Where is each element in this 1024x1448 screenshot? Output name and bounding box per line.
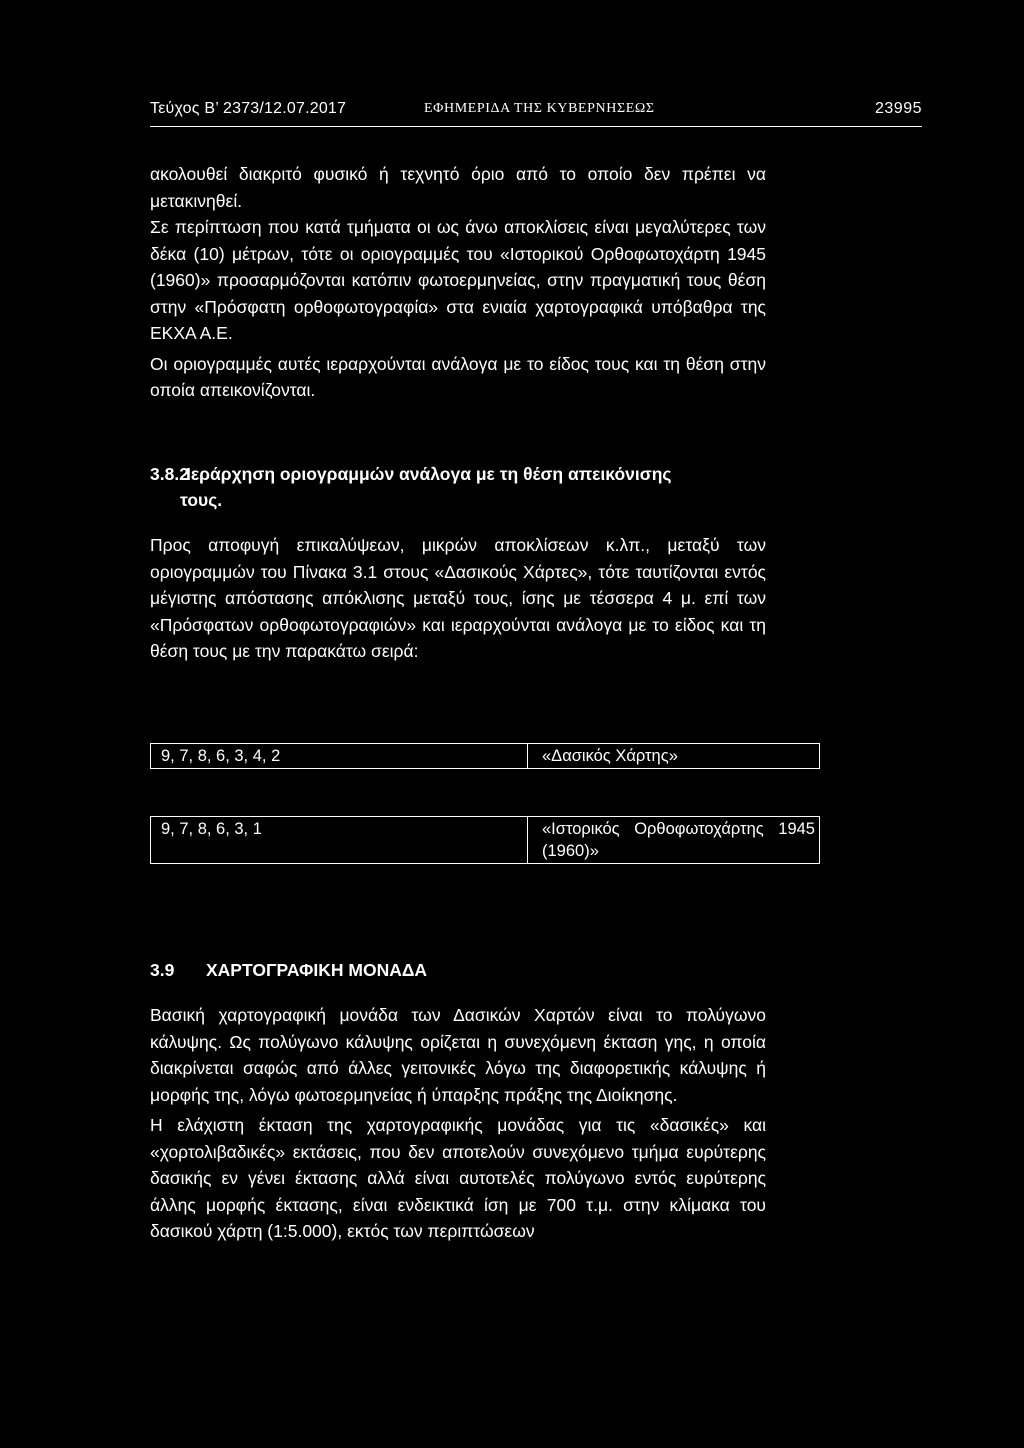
- section-heading-3-8-2: [150, 461, 766, 513]
- paragraph: Προς αποφυγή επικαλύψεων, μικρών αποκλίσεων κ.λπ., μεταξύ των οριογραμμών του Πίνακα 3.1 στους «Δασικούς Χάρτες», τότε ταυτίζονται εντός μέγιστης απόστασης απόκλισης μεταξύ τους, ίσης με τέσσερα 4 μ. επί των «Πρόσφατων ορθοφωτογραφιών» και ιεραρχούνται ανάλογα με το είδος και τη θέση τους με την παρακάτω σειρά:: [150, 535, 766, 661]
- section-title-continuation: τους.: [180, 490, 223, 510]
- paragraph: ακολουθεί διακριτό φυσικό ή τεχνητό όριο από το οποίο δεν πρέπει να μετακινηθεί.: [150, 164, 766, 211]
- paragraph: Οι οριογραμμές αυτές ιεραρχούνται ανάλογα με το είδος τους και τη θέση στην οποία απεικονίζονται.: [150, 353, 766, 400]
- paragraph: Η ελάχιστη έκταση της χαρτογραφικής μονάδας για τις «δασικές» και «χορτολιβαδικές» εκτάσεις, που δεν αποτελούν συνεχόμενο τμήμα ευρύτερης δασικής εν γένει έκτασης αλλά είναι αυτοτελές πολύγωνο εντός ευρύτερης άλλης μορφής έκτασης, είναι ενδεικτικά ίση με 700 τ.μ. στην κλίμακα του δασικού χάρτη (1:5.000), εκτός των περιπτώσεων: [150, 1115, 766, 1241]
- issue-number: Τεύχος Β’ 2373/12.07.2017: [150, 100, 347, 117]
- paragraph: Σε περίπτωση που κατά τμήματα οι ως άνω αποκλίσεις είναι μεγαλύτερες των δέκα (10) μέτρων, τότε οι οριογραμμές του «Ιστορικού Ορθοφωτοχάρτη 1945 (1960)» προσαρμόζονται κατόπιν φωτοερμηνείας, στην πραγματική τους θέση στην «Πρόσφατη ορθοφωτογραφία» στα ενιαία χαρτογραφικά υπόβαθρα της ΕΚΧΑ Α.Ε.: [150, 217, 766, 343]
- section-title: ΧΑΡΤΟΓΡΑΦΙΚΗ ΜΟΝΑΔΑ: [206, 960, 428, 980]
- order-codes: 9, 7, 8, 6, 3, 4, 2: [151, 744, 528, 768]
- page-number: 23995: [875, 100, 922, 117]
- section-heading-3-9: [150, 960, 427, 981]
- section-3-9-text: [150, 1002, 766, 1245]
- order-table-row: [150, 816, 820, 864]
- paragraph: Βασική χαρτογραφική μονάδα των Δασικών Χαρτών είναι το πολύγωνο κάλυψης. Ως πολύγωνο κάλυψης ορίζεται η συνεχόμενη έκταση γης, η οποία διακρίνεται σαφώς από άλλες γειτονικές λόγω της διαφορετικής κάλυψης ή μορφής της, λόγω φωτοερμηνείας ή ύπαρξης πράξης της Διοίκησης.: [150, 1005, 766, 1105]
- section-title: Ιεράρχηση οριογραμμών ανάλογα με τη θέση απεικόνισης: [186, 464, 672, 484]
- gazette-title: ΕΦΗΜΕΡΙΔΑ ΤΗΣ ΚΥΒΕΡΝΗΣΕΩΣ: [424, 101, 655, 116]
- order-table-row: [150, 743, 820, 769]
- intro-text: [150, 161, 766, 404]
- section-number: 3.8.2: [150, 464, 189, 484]
- order-map: «Ιστορικός Ορθοφωτοχάρτης 1945 (1960)»: [542, 820, 815, 860]
- section-number: 3.9: [150, 960, 175, 980]
- page-header: [150, 100, 922, 127]
- order-codes: 9, 7, 8, 6, 3, 1: [151, 817, 528, 863]
- section-3-8-2-text: [150, 532, 766, 665]
- order-map: «Δασικός Χάρτης»: [542, 747, 678, 765]
